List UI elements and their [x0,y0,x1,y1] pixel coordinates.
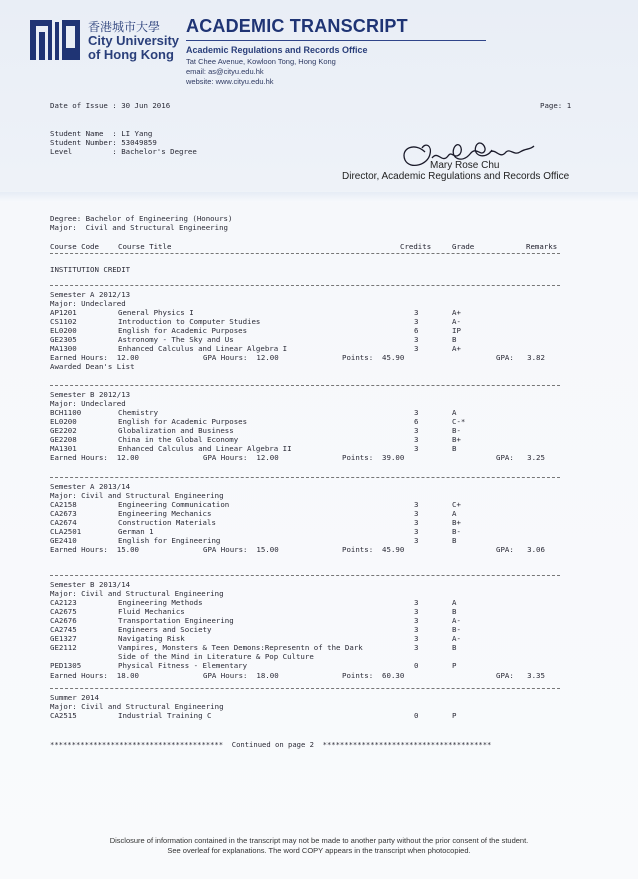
course-code: GE2305 [50,335,77,345]
course-code: GE2112 [50,643,77,653]
course-credits: 3 [414,426,419,436]
office-email: email: as@cityu.edu.hk [186,67,264,76]
semester-heading: Semester A 2012/13 [50,290,131,299]
course-credits: 3 [414,518,419,528]
course-title: Navigating Risk [118,634,185,644]
earned-hours: Earned Hours: 12.00 [50,453,139,463]
course-grade: B [452,335,457,345]
course-credits: 3 [414,598,419,608]
course-grade: A [452,509,457,519]
semester-heading: Summer 2014 [50,693,99,702]
course-code: CA2675 [50,607,77,617]
course-code: BCH1100 [50,408,82,418]
course-code: CA2158 [50,500,77,510]
course-title: Fluid Mechanics [118,607,185,617]
course-grade: A [452,598,457,608]
course-code: GE1327 [50,634,77,644]
section-divider [50,385,560,386]
signatory-title: Director, Academic Regulations and Records Office [342,171,570,182]
course-code: CA2745 [50,625,77,635]
semester-major: Major: Civil and Structural Engineering [50,702,224,712]
header-divider [50,253,560,254]
course-grade: B [452,643,457,653]
course-title: Engineering Communication [118,500,230,510]
gpa-hours: GPA Hours: 18.00 [203,670,279,680]
semester-major: Major: Undeclared [50,299,126,309]
column-remarks: Remarks [526,242,558,251]
course-grade: B+ [452,518,461,528]
semester-points: Points: 39.00 [342,453,405,463]
course-title: Construction Materials [118,518,216,528]
office-website: website: www.cityu.edu.hk [186,77,274,86]
column-credits: Credits [400,242,432,251]
disclosure-notice: Disclosure of information contained in the transcript may not be made to another party without the prior consent of the student. [109,836,529,845]
course-credits: 0 [414,661,419,671]
semester-gpa: GPA: 3.25 [496,453,545,463]
course-code: CA2123 [50,598,77,608]
course-grade: A- [452,634,461,644]
course-code: CA2676 [50,616,77,626]
major-line: Major: Civil and Structural Engineering [50,223,228,232]
course-title: Introduction to Computer Studies [118,317,261,327]
semester-gpa: GPA: 3.82 [496,353,545,363]
course-title: English for Academic Purposes [118,326,248,336]
course-credits: 3 [414,607,419,617]
column-header-row [0,242,638,251]
degree-line: Degree: Bachelor of Engineering (Honours) [50,214,233,223]
course-grade: P [452,711,457,721]
course-credits: 3 [414,435,419,445]
title-divider [186,40,486,41]
course-code: EL0200 [50,417,77,427]
gpa-hours: GPA Hours: 15.00 [203,545,279,555]
course-title: Engineering Methods [118,598,203,608]
section-divider [50,285,560,286]
course-credits: 3 [414,308,419,318]
course-credits: 3 [414,344,419,354]
section-divider [50,688,560,689]
course-code: PED1305 [50,661,82,671]
course-code: GE2202 [50,426,77,436]
student-level: Level : Bachelor's Degree [50,147,197,156]
section-divider [50,575,560,576]
course-title: General Physics I [118,308,194,318]
course-credits: 3 [414,317,419,327]
continued-notice: **************************************** Continued on page 2 *************************************** [50,740,492,749]
semester-award: Awarded Dean's List [50,362,135,372]
course-code: CA2674 [50,518,77,528]
institution-credit-heading: INSTITUTION CREDIT [50,265,131,274]
gpa-hours: GPA Hours: 12.00 [203,453,279,463]
course-credits: 3 [414,500,419,510]
column-grade: Grade [452,242,475,251]
course-credits: 6 [414,326,419,336]
earned-hours: Earned Hours: 12.00 [50,353,139,363]
course-grade: B- [452,426,461,436]
course-credits: 6 [414,417,419,427]
section-divider [50,477,560,478]
office-name: Academic Regulations and Records Office [186,45,368,55]
semester-points: Points: 60.30 [342,670,405,680]
office-address: Tat Chee Avenue, Kowloon Tong, Hong Kong [186,57,336,66]
course-grade: A- [452,317,461,327]
issue-date: Date of Issue : 30 Jun 2016 [50,101,171,110]
course-credits: 3 [414,444,419,454]
course-credits: 0 [414,711,419,721]
course-title: English for Engineering [118,536,221,546]
course-title: German 1 [118,527,154,537]
course-code: CS1102 [50,317,77,327]
cityu-logo-icon [30,14,80,66]
course-grade: C+ [452,500,461,510]
page-number: Page: 1 [540,101,572,110]
course-title: Engineering Mechanics [118,509,212,519]
course-title: Vampires, Monsters & Teen Demons:Representn of the Dark [118,643,363,653]
course-grade: A- [452,616,461,626]
course-title: Astronomy - The Sky and Us [118,335,234,345]
earned-hours: Earned Hours: 15.00 [50,545,139,555]
course-grade: B [452,536,457,546]
course-title: Globalization and Business [118,426,234,436]
course-code: CA2515 [50,711,77,721]
student-name: Student Name : LI Yang [50,129,153,138]
university-name-line-1: City University [88,33,180,48]
page-title: ACADEMIC TRANSCRIPT [186,16,408,36]
university-name-chinese: 香港城市大學 [88,20,161,34]
course-credits: 3 [414,408,419,418]
course-title: Industrial Training C [118,711,212,721]
course-title: Transportation Engineering [118,616,234,626]
semester-gpa: GPA: 3.06 [496,545,545,555]
course-code: MA1301 [50,444,77,454]
semester-major: Major: Undeclared [50,399,126,409]
course-credits: 3 [414,616,419,626]
semester-heading: Semester B 2012/13 [50,390,131,399]
course-grade: C-* [452,417,466,427]
course-grade: B- [452,527,461,537]
column-course-code: Course Code [50,242,99,251]
course-credits: 3 [414,536,419,546]
course-code: EL0200 [50,326,77,336]
course-grade: B [452,607,457,617]
course-grade: A+ [452,344,461,354]
course-credits: 3 [414,643,419,653]
earned-hours: Earned Hours: 18.00 [50,670,139,680]
photocopy-notice: See overleaf for explanations. The word COPY appears in the transcript when photocopied. [167,846,471,855]
course-title: Enhanced Calculus and Linear Algebra II [118,444,292,454]
student-number: Student Number: 53049859 [50,138,157,147]
course-code: GE2410 [50,536,77,546]
column-course-title: Course Title [118,242,172,251]
course-code: CA2673 [50,509,77,519]
semester-gpa: GPA: 3.35 [496,670,545,680]
course-grade: A+ [452,308,461,318]
course-grade: B+ [452,435,461,445]
course-code: MA1300 [50,344,77,354]
semester-heading: Semester B 2013/14 [50,580,131,589]
university-name-line-2: of Hong Kong [88,47,174,62]
course-code: AP1201 [50,308,77,318]
course-title: China in the Global Economy [118,435,239,445]
university-name-english [88,34,179,62]
course-title: Enhanced Calculus and Linear Algebra I [118,344,288,354]
signatory-name: Mary Rose Chu [430,160,500,171]
course-title: English for Academic Purposes [118,417,248,427]
course-credits: 3 [414,634,419,644]
course-grade: B- [452,625,461,635]
semester-points: Points: 45.90 [342,353,405,363]
course-title: Side of the Mind in Literature & Pop Culture [118,652,314,662]
course-code: CLA2501 [50,527,82,537]
course-title: Chemistry [118,408,159,418]
semester-major: Major: Civil and Structural Engineering [50,589,224,599]
course-title: Physical Fitness - Elementary [118,661,248,671]
course-code: GE2208 [50,435,77,445]
course-grade: A [452,408,457,418]
course-grade: B [452,444,457,454]
gpa-hours: GPA Hours: 12.00 [203,353,279,363]
header-band-edge [0,192,638,202]
course-credits: 3 [414,335,419,345]
course-credits: 3 [414,527,419,537]
semester-heading: Semester A 2013/14 [50,482,131,491]
semester-major: Major: Civil and Structural Engineering [50,491,224,501]
course-credits: 3 [414,625,419,635]
semester-points: Points: 45.90 [342,545,405,555]
course-grade: P [452,661,457,671]
course-grade: IP [452,326,461,336]
course-title: Engineers and Society [118,625,212,635]
course-credits: 3 [414,509,419,519]
